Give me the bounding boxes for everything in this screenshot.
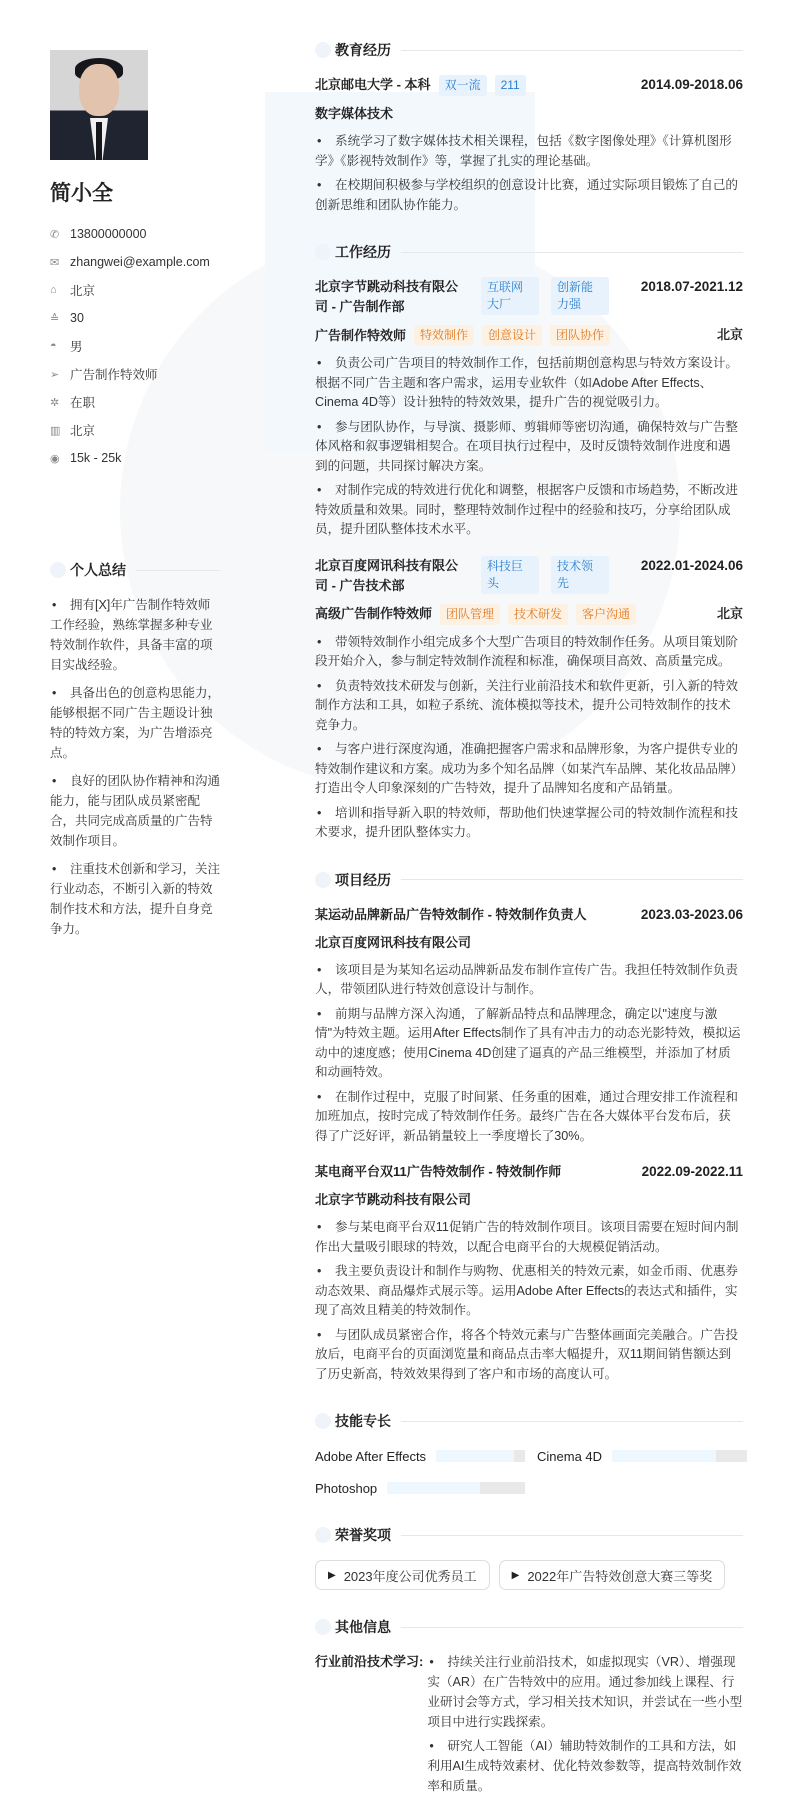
bullet-item — [315, 176, 743, 215]
contact-item — [50, 276, 220, 304]
contact-item — [50, 332, 220, 360]
bullet-icon: • — [317, 742, 322, 756]
award-text: 2023年度公司优秀员工 — [343, 1568, 477, 1584]
tag: 技术研发 — [508, 604, 568, 625]
bullet-text: 研究人工智能（AI）辅助特效制作的工具和方法，如利用AI生成特效素材、优化特效参数等，提高特效制作效率和质量。 — [427, 1739, 742, 1793]
tag: 技术领先 — [551, 556, 609, 594]
contact-item — [50, 444, 220, 472]
bullet-text: 注重技术创新和学习，关注行业动态，不断引入新的特效制作技术和方法，提升自身竞争力。 — [50, 862, 221, 936]
bullet-text: 拥有[X]年广告制作特效师工作经验，熟练掌握多种专业特效制作软件，具备丰富的项目实战经验。 — [50, 598, 213, 672]
bullet-icon: • — [317, 634, 322, 649]
section-education — [315, 40, 743, 215]
bullet-icon: • — [52, 774, 57, 788]
bullet-text: 前期与品牌方深入沟通，了解新品特点和品牌理念，确定以"速度与激情"为特效主题。运用After Effects制作了具有冲击力的动态光影特效，模拟运动中的速度感；使用Cinema 4D创建了逼真的产品三维模型，并添加了材质和动画特效。 — [315, 1006, 741, 1079]
education-entry — [315, 75, 743, 215]
bullet-icon: • — [317, 419, 322, 434]
summary-list — [50, 595, 220, 939]
bullet-text: 具备出色的创意构思能力，能够根据不同广告主题设计独特的特效方案，为广告增添亮点。 — [50, 686, 221, 760]
section-work — [315, 242, 743, 843]
skill-name: Photoshop — [315, 1480, 378, 1496]
contact-value: 30 — [70, 311, 84, 325]
city: 北京 — [716, 605, 743, 621]
bullet-icon: • — [52, 686, 57, 700]
bullet-icon: • — [317, 134, 322, 148]
tag: 创意设计 — [482, 325, 542, 346]
company-name: 北京字节跳动科技有限公司 - 广告制作部 — [315, 279, 459, 314]
section-header — [315, 870, 743, 890]
section-icon — [50, 562, 66, 578]
job-role: 高级广告制作特效师 — [315, 606, 433, 621]
section-header — [315, 1525, 743, 1545]
section-icon — [315, 872, 331, 888]
project-company: 北京字节跳动科技有限公司 — [315, 1192, 472, 1207]
divider — [136, 570, 220, 571]
skill-level-bar — [612, 1450, 747, 1462]
bullet-item — [315, 1005, 743, 1083]
date-range: 2014.09-2018.06 — [640, 77, 743, 92]
bullet-icon: • — [317, 805, 322, 820]
bullet-item — [50, 683, 220, 763]
divider — [401, 1421, 743, 1422]
divider — [401, 50, 743, 51]
skill-level-bar — [387, 1482, 525, 1494]
bullet-icon: • — [429, 1739, 434, 1753]
salary-icon: ◉ — [50, 452, 60, 465]
home-icon: ⌂ — [50, 284, 57, 296]
contact-value: 15k - 25k — [70, 451, 122, 465]
bullet-text: 带领特效制作小组完成多个大型广告项目的特效制作任务。从项目策划阶段开始介入，参与制定特效制作流程和标准，确保项目高效、高质量完成。 — [315, 634, 738, 668]
contact-item — [50, 416, 220, 444]
bullet-text: 参与某电商平台双11促销广告的特效制作项目。该项目需要在短时间内制作出大量吸引眼球的特效，以配合电商平台的大规模促销活动。 — [315, 1220, 739, 1254]
bullet-item — [427, 1736, 743, 1796]
bullet-text: 良好的团队协作精神和沟通能力，能与团队成员紧密配合，共同完成高质量的广告特效制作项目。 — [50, 774, 221, 848]
skill-item — [315, 1478, 525, 1498]
contact-item — [50, 248, 220, 276]
project-name: 某电商平台双11广告特效制作 - 特效制作师 — [315, 1164, 562, 1179]
skill-item — [315, 1446, 525, 1466]
skill-level-bar — [436, 1450, 525, 1462]
award-item — [315, 1560, 490, 1590]
triangle-right-icon: ▶ — [328, 1569, 336, 1581]
status-icon: ✲ — [50, 396, 60, 409]
bullet-text: 参与团队协作，与导演、摄影师、剪辑师等密切沟通，确保特效与广告整体风格和叙事逻辑相契合。在项目执行过程中，及时反馈特效制作进度和遇到的问题，共同探讨解决方案。 — [315, 419, 738, 473]
bullet-text: 持续关注行业前沿技术，如虚拟现实（VR）、增强现实（AR）在广告特效中的应用。通过参加线上课程、行业研讨会等方式，学习相关技术知识，并尝试在一些小型项目中进行实践探索。 — [427, 1655, 743, 1729]
bullet-item — [315, 677, 743, 736]
profile-photo — [50, 50, 148, 160]
bullet-icon: • — [317, 962, 322, 977]
bullet-item — [427, 1652, 743, 1732]
bullet-icon: • — [317, 1006, 322, 1021]
section-icon — [315, 1619, 331, 1635]
skill-level-fill — [436, 1450, 514, 1462]
contact-value: 北京 — [70, 284, 96, 298]
section-title: 项目经历 — [335, 871, 391, 888]
section-title: 个人总结 — [70, 562, 126, 578]
contact-list — [50, 220, 220, 472]
section-icon — [315, 244, 331, 260]
bullet-icon: • — [317, 1264, 322, 1278]
date-range: 2023.03-2023.06 — [640, 906, 743, 922]
bullet-icon: • — [317, 1089, 322, 1104]
skill-name: Adobe After Effects — [315, 1448, 427, 1464]
contact-value: 13800000000 — [70, 227, 147, 241]
section-icon — [315, 1527, 331, 1543]
bullet-text: 我主要负责设计和制作与购物、优惠相关的特效元素，如金币雨、优惠券动态效果、商品爆炸式展示等。运用Adobe After Effects的表达式和插件，实现了高效且精美的特效制作。 — [315, 1264, 738, 1317]
project-name: 某运动品牌新品广告特效制作 - 特效制作负责人 — [315, 906, 587, 922]
mail-icon: ✉ — [50, 256, 60, 269]
bullet-item — [315, 418, 743, 477]
bullet-icon: • — [317, 678, 322, 693]
section-title: 其他信息 — [335, 1619, 391, 1635]
bullet-text: 该项目是为某知名运动品牌新品发布制作宣传广告。我担任特效制作负责人，带领团队进行特效创意设计与制作。 — [315, 962, 738, 996]
triangle-right-icon: ▶ — [511, 1569, 520, 1581]
bullet-text: 对制作完成的特效进行优化和调整，根据客户反馈和市场趋势，不断改进特效质量和效果。同时，整理特效制作过程中的经验和技巧，分享给团队成员，提升团队整体技术水平。 — [315, 483, 738, 536]
section-title: 教育经历 — [335, 42, 391, 58]
bullet-item — [50, 771, 220, 851]
section-skills — [315, 1411, 743, 1498]
divider — [401, 1535, 743, 1536]
bullet-item — [50, 859, 220, 939]
tag: 团队管理 — [440, 604, 500, 625]
bullet-text: 负责公司广告项目的特效制作工作，包括前期创意构思与特效方案设计。根据不同广告主题和客户需求，运用专业软件（如Adobe After Effects、Cinema 4D等）设计独特的特效效果，提升广告的视觉吸引力。 — [315, 356, 738, 409]
section-title: 荣誉奖项 — [335, 1527, 391, 1543]
date-range: 2018.07-2021.12 — [640, 279, 743, 294]
contact-item — [50, 220, 220, 248]
date-range: 2022.01-2024.06 — [640, 557, 743, 573]
company-name: 北京百度网讯科技有限公司 - 广告技术部 — [315, 557, 459, 593]
award-item — [499, 1560, 726, 1590]
section-icon — [315, 1413, 331, 1429]
bullet-item — [315, 132, 743, 171]
section-other — [315, 1617, 743, 1800]
bullet-icon: • — [317, 1220, 322, 1234]
bullet-icon: • — [317, 356, 322, 370]
section-projects — [315, 870, 743, 1385]
city: 北京 — [716, 327, 743, 342]
bullet-text: 与团队成员紧密合作，将各个特效元素与广告整体画面完美融合。广告投放后，电商平台的页面浏览量和商品点击率大幅提升，双11期间销售额达到了历史新高，特效效果得到了客户和市场的高度认可。 — [315, 1327, 738, 1381]
skill-level-fill — [612, 1450, 716, 1462]
bullet-item — [315, 354, 743, 413]
building-icon: ▥ — [50, 424, 61, 437]
tag: 创新能力强 — [551, 277, 609, 315]
section-title: 技能专长 — [335, 1413, 391, 1429]
section-title: 工作经历 — [335, 244, 391, 260]
phone-icon: ✆ — [50, 228, 60, 241]
project-entry — [315, 905, 743, 1147]
job-role: 广告制作特效师 — [315, 327, 407, 343]
bullet-text: 在制作过程中，克服了时间紧、任务重的困难，通过合理安排工作流程和加班加点，按时完成了特效制作任务。最终广告在各大媒体平台发布后，获得了广泛好评，新品销量较上一季度增长了30%。 — [315, 1089, 738, 1143]
award-text: 2022年广告特效创意大赛三等奖 — [527, 1568, 713, 1584]
skill-name: Cinema 4D — [537, 1448, 603, 1464]
bullet-text: 负责特效技术研发与创新，关注行业前沿技术和软件更新，引入新的特效制作方法和工具，如粒子系统、流体模拟等技术，提升公司特效制作的技术竞争力。 — [315, 678, 738, 732]
contact-value: 北京 — [70, 424, 96, 438]
bullet-icon: • — [317, 483, 322, 497]
tag: 双一流 — [439, 75, 487, 96]
bullet-text: 培训和指导新入职的特效师，帮助他们快速掌握公司的特效制作流程和技术要求，提升团队整体实力。 — [315, 805, 738, 839]
bullet-icon: • — [52, 598, 57, 612]
tag: 211 — [495, 75, 526, 96]
gender-icon: ◓ — [50, 340, 57, 352]
other-label: 行业前沿技术学习: — [315, 1654, 424, 1669]
section-awards — [315, 1525, 743, 1590]
tag: 团队协作 — [550, 325, 610, 346]
bullet-item — [315, 1262, 743, 1321]
section-header — [315, 242, 743, 262]
bullet-text: 系统学习了数字媒体技术相关课程，包括《数字图像处理》《计算机图形学》《影视特效制作》等，掌握了扎实的理论基础。 — [315, 134, 732, 168]
date-range: 2022.09-2022.11 — [641, 1164, 743, 1179]
main-content — [315, 40, 743, 1800]
contact-item — [50, 388, 220, 416]
bullet-text: 与客户进行深度沟通，准确把握客户需求和品牌形象，为客户提供专业的特效制作建议和方案。成功为多个知名品牌（如某汽车品牌、某化妆品品牌）打造出令人印象深刻的广告特效，提升了品牌知名度和产品销量。 — [315, 742, 738, 795]
section-header — [315, 1411, 743, 1431]
send-icon: ➢ — [50, 368, 60, 381]
bullet-item — [315, 1326, 743, 1385]
work-entry — [315, 556, 743, 843]
bullet-icon: • — [317, 178, 322, 192]
contact-item — [50, 304, 220, 332]
skill-item — [537, 1446, 747, 1466]
project-company: 北京百度网讯科技有限公司 — [315, 934, 472, 950]
bullet-item — [315, 740, 743, 799]
section-icon — [315, 42, 331, 58]
skill-level-fill — [387, 1482, 479, 1494]
contact-value: 男 — [70, 340, 83, 354]
work-entry — [315, 277, 743, 540]
contact-item — [50, 360, 220, 388]
bullet-item — [315, 633, 743, 672]
tag: 客户沟通 — [576, 604, 636, 625]
contact-value: zhangwei@example.com — [70, 255, 210, 269]
bullet-item — [315, 481, 743, 540]
sidebar — [50, 50, 220, 947]
bullet-text: 在校期间积极参与学校组织的创意设计比赛，通过实际项目锻炼了自己的创新思维和团队协作能力。 — [315, 178, 738, 212]
tag: 特效制作 — [414, 325, 474, 346]
bullet-item — [50, 595, 220, 675]
divider — [401, 252, 743, 253]
bullet-icon: • — [429, 1655, 434, 1669]
bullet-item — [315, 1218, 743, 1257]
school-name: 北京邮电大学 - 本科 — [315, 77, 431, 92]
section-header — [315, 1617, 743, 1637]
other-info — [315, 1652, 743, 1800]
project-entry — [315, 1162, 743, 1384]
major: 数字媒体技术 — [315, 106, 394, 121]
tag: 互联网大厂 — [481, 277, 539, 315]
contact-value: 广告制作特效师 — [70, 368, 158, 382]
bullet-icon: • — [52, 862, 57, 876]
section-header — [315, 40, 743, 60]
tag: 科技巨头 — [481, 556, 539, 594]
contact-value: 在职 — [70, 396, 96, 410]
bullet-item — [315, 1088, 743, 1147]
divider — [401, 1627, 743, 1628]
bullet-icon: • — [317, 1327, 322, 1342]
section-header-summary — [50, 560, 220, 580]
bullet-item — [315, 961, 743, 1000]
cake-icon: ≙ — [50, 312, 60, 325]
bullet-item — [315, 804, 743, 843]
divider — [401, 879, 743, 880]
candidate-name: 简小全 — [50, 182, 113, 205]
